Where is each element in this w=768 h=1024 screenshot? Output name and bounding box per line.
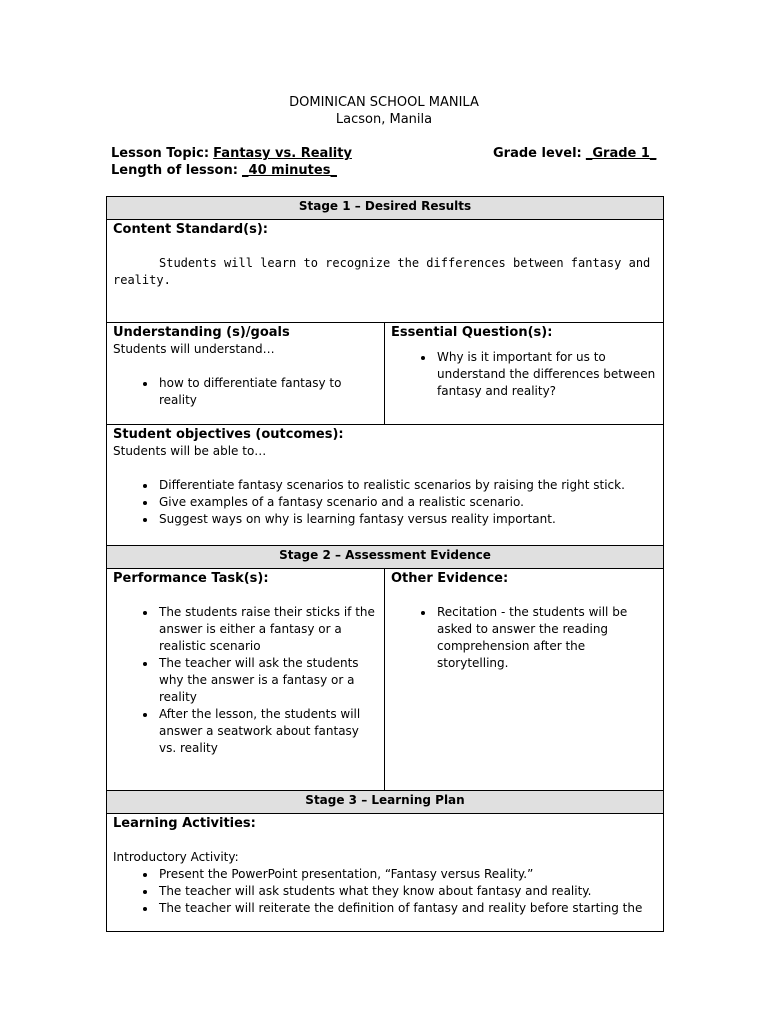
learning-activities-label: Learning Activities: (113, 816, 256, 831)
list-item: • The students raise their sticks if the answer is either a fantasy or a realistic scenario (157, 604, 378, 655)
performance-task-list (113, 604, 378, 757)
list-item: • Give examples of a fantasy scenario and a realistic scenario. (157, 494, 657, 511)
other-evidence-list (391, 604, 657, 672)
list-item: • how to differentiate fantasy to reality (157, 375, 378, 409)
content-standard-label: Content Standard(s): (113, 222, 268, 237)
list-item: • The teacher will reiterate the definition of fantasy and reality before starting the (157, 900, 657, 917)
objectives-list (113, 477, 657, 528)
understanding-label: Understanding (s)/goals (113, 325, 290, 340)
understanding-cell (107, 323, 385, 425)
essential-question-cell (385, 323, 664, 425)
grade-level (493, 145, 656, 162)
lesson-topic-value: Fantasy vs. Reality (213, 146, 352, 161)
objectives-label: Student objectives (outcomes): (113, 427, 344, 442)
list-item: • The teacher will ask students what they know about fantasy and reality. (157, 883, 657, 900)
school-location: Lacson, Manila (335, 112, 433, 127)
lesson-length-label: Length of lesson: (111, 163, 238, 178)
objectives-cell (107, 425, 664, 546)
other-evidence-label: Other Evidence: (391, 571, 509, 586)
grade-level-value: _Grade 1_ (585, 146, 657, 161)
performance-task-cell (107, 569, 385, 791)
lesson-topic (111, 145, 352, 162)
grade-level-label: Grade level: (493, 146, 582, 161)
essential-question-label: Essential Question(s): (391, 325, 553, 340)
stage1-title: Stage 1 – Desired Results (107, 197, 664, 220)
understanding-list (113, 375, 378, 409)
intro-activity-label: Introductory Activity: (113, 850, 239, 864)
stage2-title: Stage 2 – Assessment Evidence (107, 546, 664, 569)
list-item: • Recitation - the students will be asked to answer the reading comprehension after the storytelling. (435, 604, 657, 672)
list-item: • Present the PowerPoint presentation, “Fantasy versus Reality.” (157, 866, 657, 883)
list-item: • The teacher will ask the students why the answer is a fantasy or a reality (157, 655, 378, 706)
list-item: • Suggest ways on why is learning fantasy versus reality important. (157, 511, 657, 528)
list-item: • Differentiate fantasy scenarios to realistic scenarios by raising the right stick. (157, 477, 657, 494)
lesson-length-value: _40 minutes_ (242, 163, 337, 178)
content-standard-cell (107, 220, 664, 323)
objectives-intro: Students will be able to… (113, 444, 267, 458)
lesson-length (111, 162, 337, 179)
understanding-intro: Students will understand… (113, 342, 275, 356)
stage3-title: Stage 3 – Learning Plan (107, 791, 664, 814)
lesson-topic-label: Lesson Topic: (111, 146, 210, 161)
list-item: • After the lesson, the students will answer a seatwork about fantasy vs. reality (157, 706, 378, 757)
learning-activities-cell (107, 814, 664, 932)
lesson-plan-table (106, 196, 664, 932)
other-evidence-cell (385, 569, 664, 791)
intro-activity-list (113, 866, 657, 917)
school-header (0, 94, 768, 128)
performance-task-label: Performance Task(s): (113, 571, 269, 586)
list-item: • Why is it important for us to understand the differences between fantasy and reality? (435, 349, 657, 400)
content-standard-text: Students will learn to recognize the differences between fantasy and reality. (113, 256, 651, 287)
school-name: DOMINICAN SCHOOL MANILA (289, 95, 479, 110)
essential-question-list (391, 349, 657, 400)
